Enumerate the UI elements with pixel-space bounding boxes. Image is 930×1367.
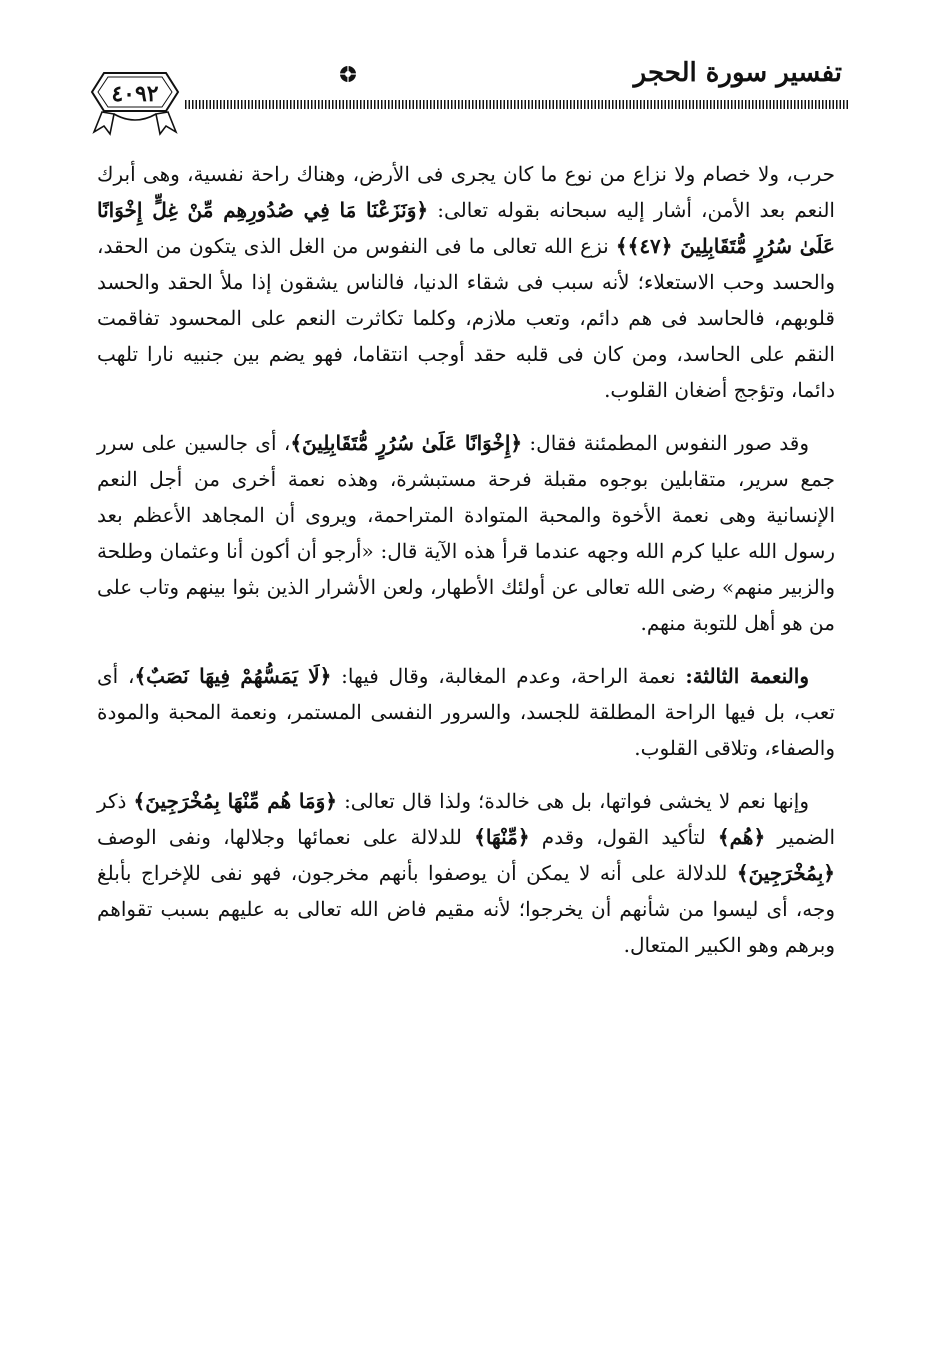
body-text: ذكر الضمير [97,789,835,849]
body-text: نزع الله تعالى ما فى النفوس من الغل الذى يتكون من الحقد، والحسد وحب الاستعلاء؛ لأنه سبب فى شقاء الدنيا، فالناس يشقون إذا ملأ الحقد والحسد قلوبهم، فالحاسد فى هم دائم، وتعب ملازم، وكلما تكاثرت النعم على المحسود تفاقمت النقم على الحاسد، ومن كان فى قلبه حقد أوجب انتقاما، فهو يضم بين جنبيه نارا تلهب دائما، وتؤجج أضغان القلوب. [97,234,835,402]
body-text: ، أى جالسين على سرر جمع سرير، متقابلين بوجوه مقبلة فرحة مستبشرة، وهذه نعمة أخرى من أجل النعم الإنسانية وهى نعمة الأخوة والمحبة المتوادة المتراحمة، ويروى أن المجاهد الأعظم بعد رسول الله عليا كرم الله وجهه عندما قرأ هذه الآية قال: «أرجو أن أكون أنا وعثمان وطلحة والزبير منهم» رضى الله تعالى عن أولئك الأطهار، ولعن الأشرار الذين بثوا بينهم وتاب على من هو أهل للتوبة منهم. [97,431,836,635]
quran-verse: ﴿إِخْوَانًا عَلَىٰ سُرُرٍ مُّتَقَابِلِينَ﴾ [290,431,523,455]
quran-verse: ﴿بِمُخْرَجِينَ﴾ [736,861,835,885]
paragraph [97,658,835,766]
body-text: لتأكيد القول، وقدم [529,825,718,849]
running-title: تفسير سورة الحجر [633,58,842,88]
header-rule [185,100,850,109]
section-heading: والنعمة الثالثة: [685,664,809,688]
page-number: ٤٠٩٢ [111,81,159,107]
flower-ornament-icon [338,64,358,84]
page-body [97,156,835,963]
body-text: للدلالة على أنه لا يمكن أن يوصفوا بأنهم مخرجون، فهو نفى للإخراج بأبلغ وجه، أى ليسوا من شأنهم أن يخرجوا؛ لأنه مقيم فاض الله تعالى به عليهم بسبب تقواهم وبرهم وهو الكبير المتعال. [97,861,835,957]
page-header [80,50,850,140]
quran-verse: ﴿وَمَا هُم مِّنْهَا بِمُخْرَجِينَ﴾ [133,789,338,813]
paragraph [97,425,835,641]
body-text: نعمة الراحة، وعدم المغالبة، وقال فيها: [331,664,686,688]
body-text: وإنها نعم لا يخشى فواتها، بل هى خالدة؛ ولذا قال تعالى: [337,789,809,813]
quran-verse: ﴿لَا يَمَسُّهُمْ فِيهَا نَصَبٌ﴾ [134,664,332,688]
body-text: حرب، ولا خصام ولا نزاع من نوع ما كان يجرى فى الأرض، وهناك راحة نفسية، وهى أبرك النعم بعد الأمن، أشار إليه سبحانه بقوله تعالى: [97,162,835,222]
body-text: للدلالة على نعمائها وجلالها، ونفى الوصف [97,825,475,849]
paragraph [97,783,835,963]
paragraph [97,156,835,408]
quran-verse: ﴿هُم﴾ [717,825,766,849]
body-text: ، أى تعب، بل فيها الراحة المطلقة للجسد، والسرور النفسى المستمر، ونعمة المحبة والمودة والصفاء، وتلاقى القلوب. [97,664,835,760]
body-text: وقد صور النفوس المطمئنة فقال: [522,431,809,455]
quran-verse: ﴿مِّنْهَا﴾ [474,825,530,849]
quran-verse: ﴿وَنَزَعْنَا مَا فِي صُدُورِهِم مِّنْ غِلٍّ إِخْوَانًا عَلَىٰ سُرُرٍ مُّتَقَابِلِينَ ﴿٤٧﴾﴾ [97,198,835,258]
page-number-badge [90,70,180,140]
